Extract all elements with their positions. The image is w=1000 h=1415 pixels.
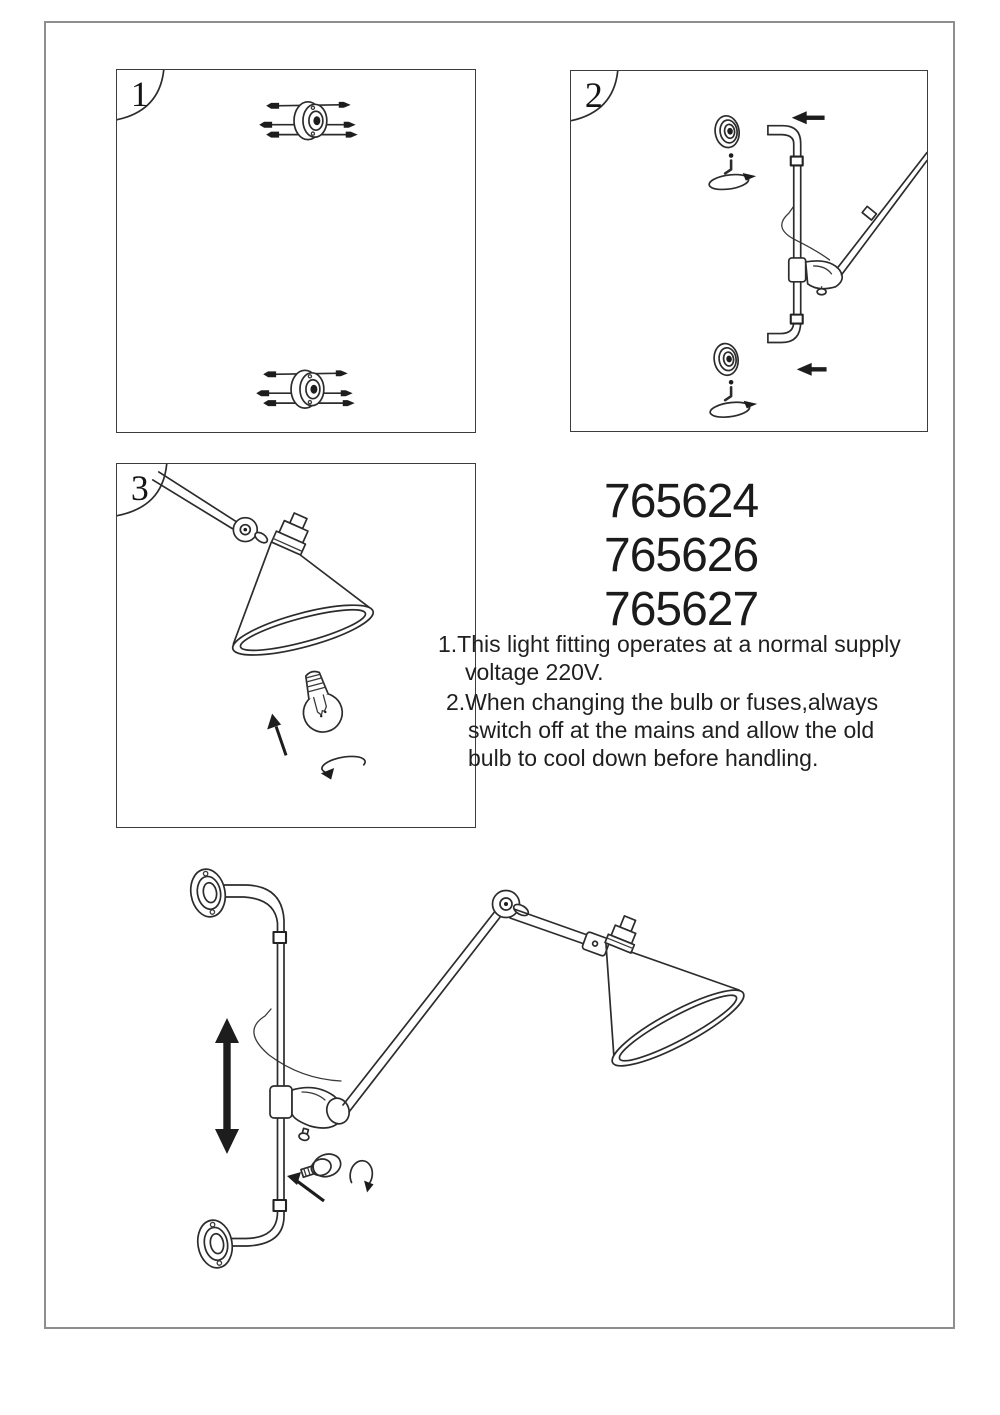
swing-arm [838,153,927,275]
rotate-arrowhead [744,399,758,409]
bar-collar [274,932,287,943]
instruction-note-line: bulb to cool down before handling. [468,745,819,771]
mounting-screw [341,390,353,396]
instruction-note-line: 2.When changing the bulb or fuses,always [446,689,879,715]
step-number-label: 3 [130,467,149,508]
key-dot [729,380,734,385]
light-bulb [293,667,346,737]
slider-collar [270,1086,292,1118]
rotate-ellipse [708,172,749,191]
step-number-label: 2 [584,74,603,115]
wall-plate [712,342,740,377]
mounting-screw [339,102,351,108]
mounting-screw [346,132,358,138]
joint-pin [504,902,508,906]
arm-sleeve [862,206,876,220]
wall-plate [187,866,229,919]
slider-carriage [789,258,842,295]
power-cord [254,1009,341,1081]
anchor-plug [266,132,279,138]
product-number: 765627 [604,583,759,636]
arrow-head [792,111,807,124]
bulb-globe [299,689,346,736]
slider-housing [806,261,843,289]
elbow-joint [233,518,269,545]
instruction-note-line: switch off at the mains and allow the old [468,717,875,743]
bulb-cap [302,669,328,699]
rotate-ellipse [349,1159,375,1186]
joint-pin [243,528,247,532]
lamp-shade [605,944,752,1078]
product-number: 765624 [604,475,759,528]
locking-knob [299,1151,344,1184]
locking-screw [298,1128,311,1142]
wall-plate [713,114,741,149]
arrow-shaft [811,367,827,371]
rotate-arrow-icon [709,399,758,419]
bar-collar [791,315,803,324]
wall-plates-diagram [117,70,475,432]
left-arrow-icon [792,111,825,124]
swing-arm-lines [838,153,927,275]
product-numbers [604,475,758,637]
up-down-arrow-icon [215,1018,239,1154]
mounting-screw [336,370,348,376]
bar-top-curve [220,897,278,932]
allen-key-icon [725,380,733,400]
anchor-plug [259,122,272,128]
lamp-socket [272,509,316,555]
lower-swing-arm [343,910,501,1112]
rotate-arrowhead [743,171,757,181]
mount-bar-diagram [571,71,927,431]
anchor-plug [256,390,269,396]
slider-collar [789,258,806,282]
shade-rim-outer [605,978,752,1078]
instruction-note-line: voltage 220V. [465,659,604,685]
wall-bar [278,943,285,1200]
key-shaft [725,387,731,400]
swing-arm-lines [153,472,237,529]
arrow-head [267,714,281,730]
bar-top-curve [220,885,284,932]
key-shaft [725,161,731,174]
bulb-install-diagram [117,464,475,827]
bar-collar [274,1200,287,1211]
power-cord [782,206,830,260]
left-arrow-icon [797,363,827,376]
wall-plate-assembly [256,370,354,408]
anchor-plug [263,371,276,377]
slider-carriage [270,1086,352,1141]
anchor-plug [263,400,276,406]
shade-rim-outer [228,595,377,665]
lamp-socket [605,913,643,953]
lamp-shade [228,543,377,666]
arrow-shaft [806,116,825,120]
arm-sleeve-body [862,206,876,220]
joint-tab [253,530,269,545]
assembled-lamp-diagram [44,820,955,1325]
arrow-head [797,363,812,376]
arrow-shaft [276,727,286,756]
plate-center-hole [313,116,320,125]
up-arrow-icon [267,714,286,756]
instruction-note-line: 1.This light fitting operates at a normal supply [438,631,901,657]
rotate-arrow-icon [319,754,367,782]
mounting-screw [343,400,355,406]
rotate-ellipse [709,400,750,419]
step-number-label: 1 [130,73,149,114]
product-number: 765626 [604,529,759,582]
plate-center-hole [310,385,317,394]
rotate-arrow-icon [708,171,757,191]
arrow-head-up [215,1018,239,1043]
key-dot [729,153,734,158]
knob-head [310,1151,343,1181]
panel-step-3 [116,463,476,828]
locking-screw [817,289,826,295]
panel-step-1 [116,69,476,433]
rotate-arrow-icon [348,1159,378,1193]
wall-bar [768,126,803,343]
anchor-plug [266,103,279,109]
wall-plate-assembly [259,102,357,140]
panel-step-2 [570,70,928,432]
arrow-head-down [215,1129,239,1154]
bar-collar [791,157,803,166]
rotate-arrowhead [362,1181,374,1194]
elbow-joint [493,891,531,918]
arrow-shaft [223,1041,230,1131]
arrow-shaft [297,1181,324,1201]
mounting-screw [344,122,356,128]
wall-plate [194,1217,236,1270]
allen-key-icon [725,153,733,173]
